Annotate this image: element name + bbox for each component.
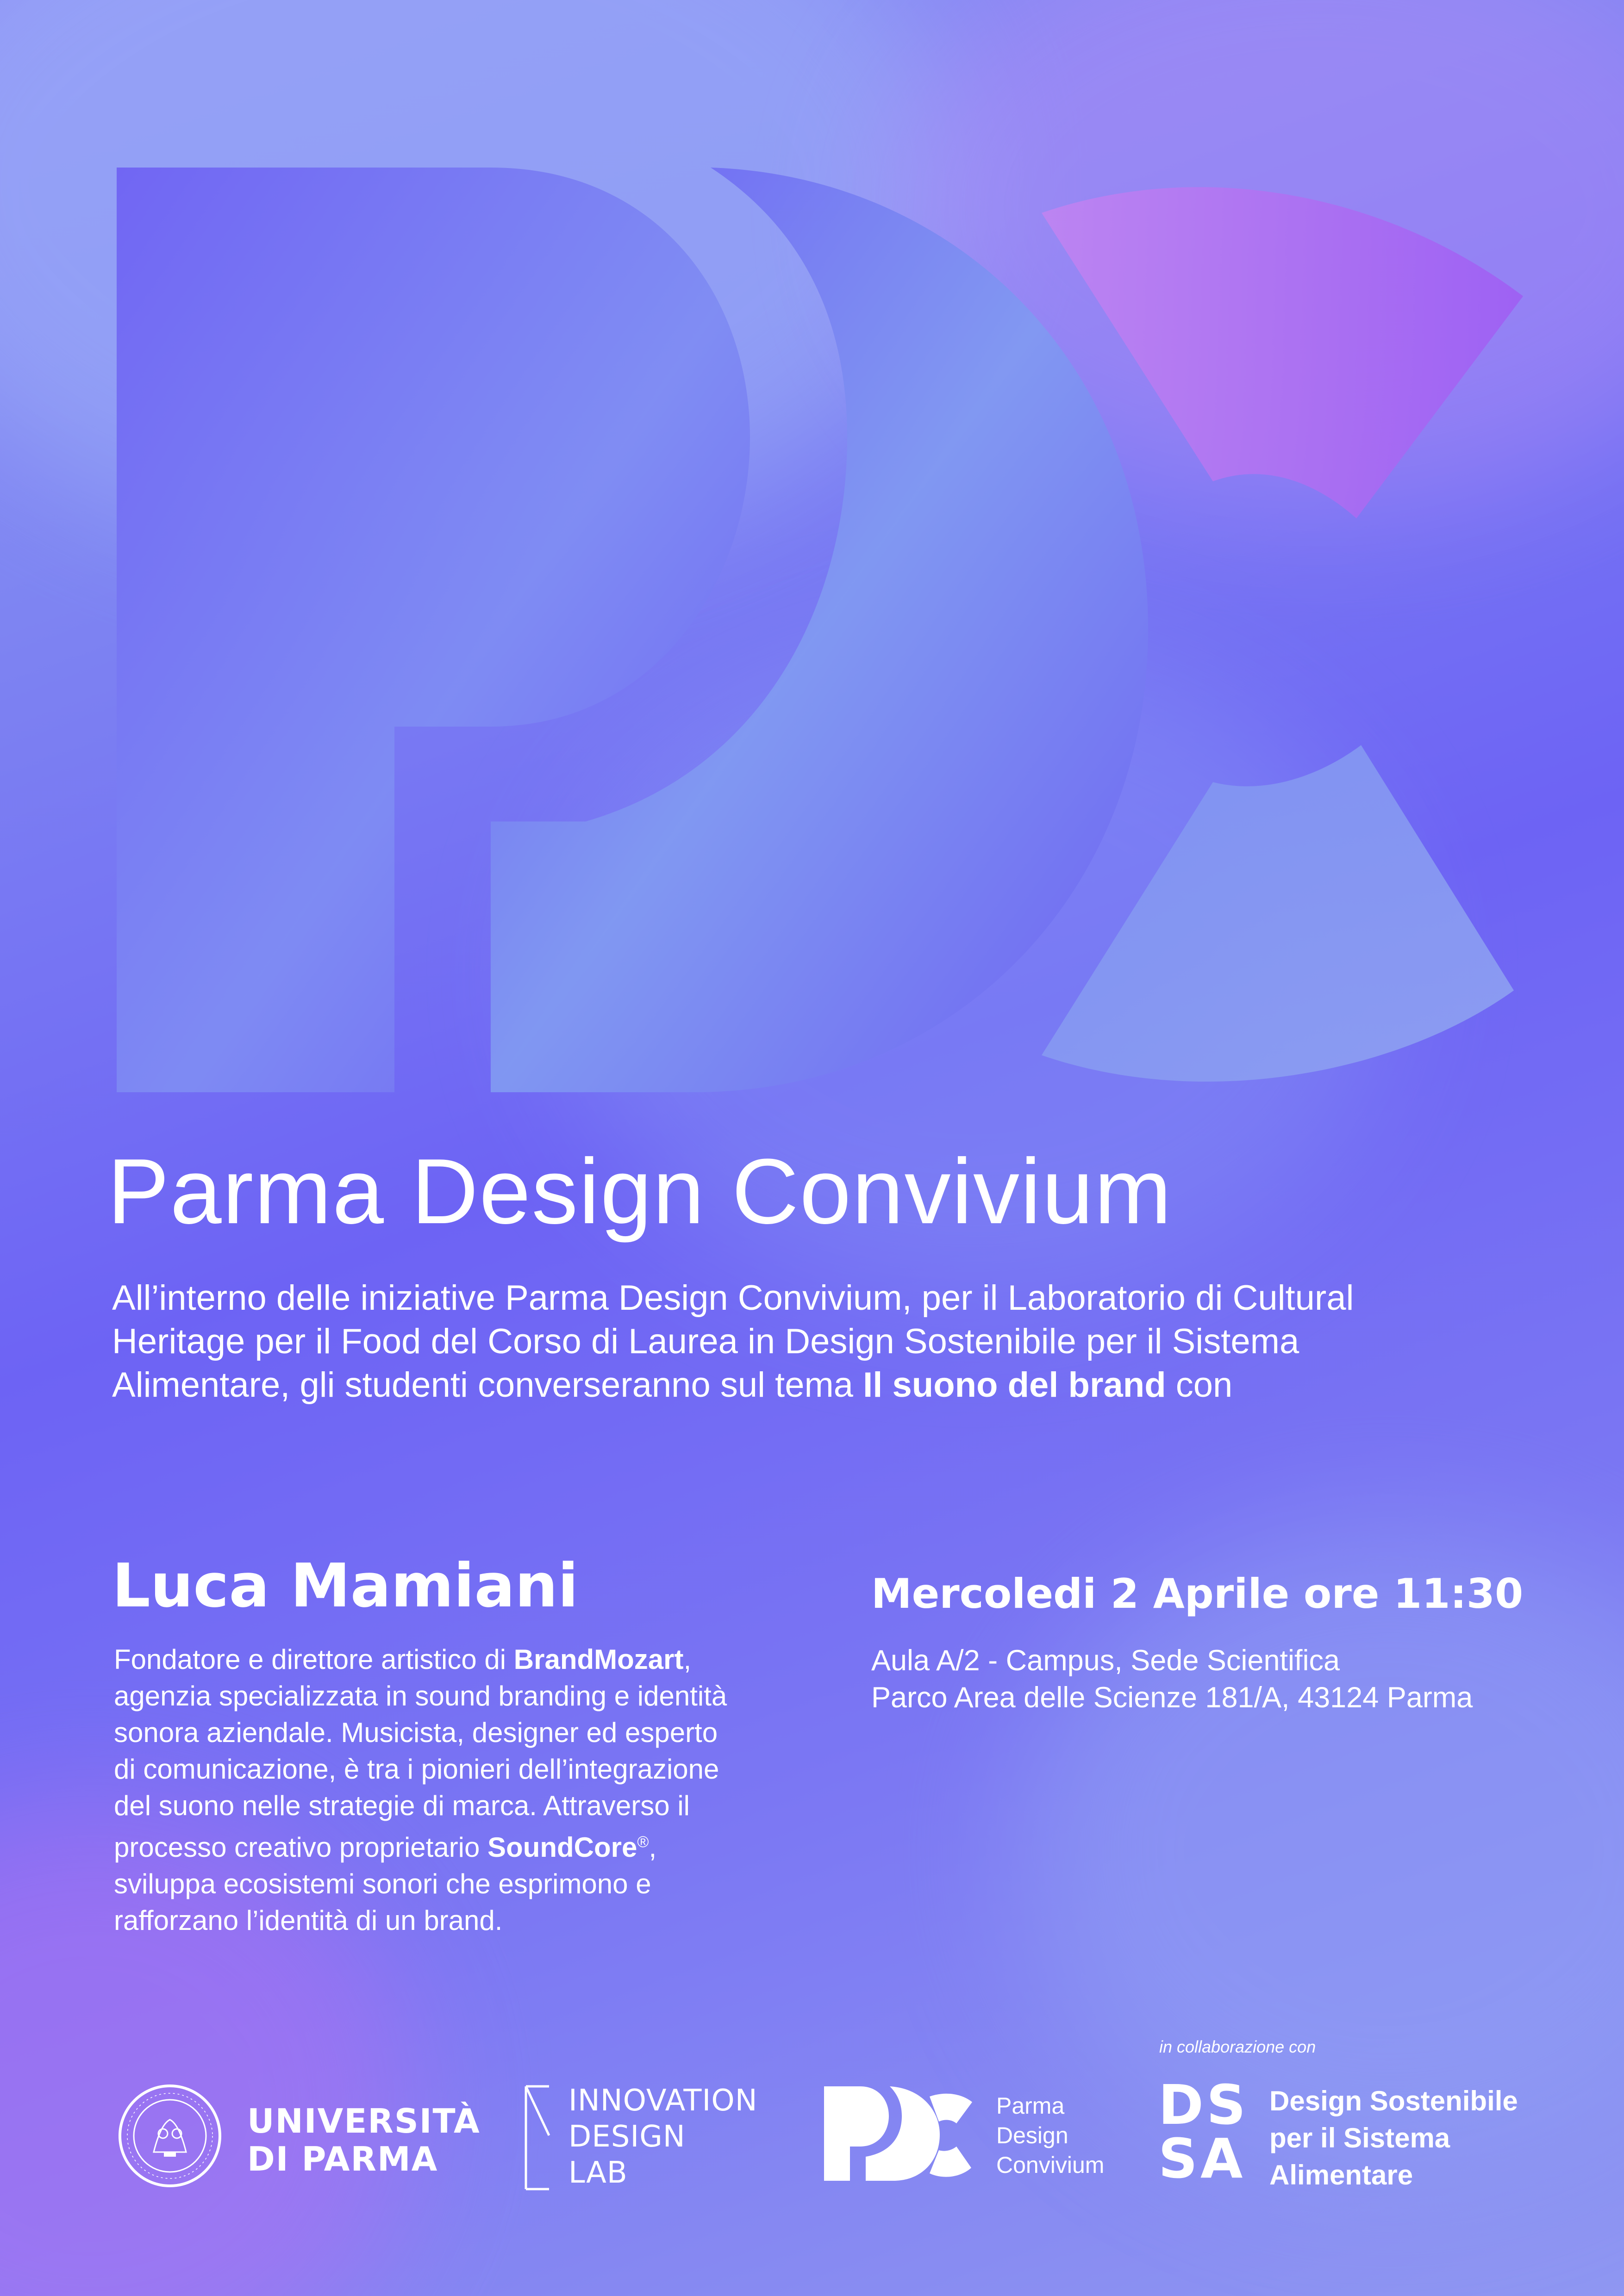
pdc-name-line: Convivium (996, 2150, 1104, 2180)
idl-name-line: DESIGN (568, 2119, 758, 2155)
intro-topic: Il suono del brand (863, 1365, 1166, 1405)
intro-text-end: con (1166, 1365, 1233, 1405)
dssa-mark-line: SA (1158, 2132, 1249, 2185)
bio-process: SoundCore (487, 1832, 637, 1863)
venue-line: Aula A/2 - Campus, Sede Scientifica (871, 1642, 1473, 1679)
dssa-name-line: Alimentare (1269, 2157, 1518, 2194)
pdc-name-line: Design (996, 2121, 1104, 2150)
idl-name-line: LAB (568, 2155, 758, 2191)
venue-line: Parco Area delle Scienze 181/A, 43124 Parma (871, 1679, 1473, 1716)
bio-company: BrandMozart (514, 1644, 684, 1675)
event-date: Mercoledi 2 Aprile ore 11:30 (871, 1570, 1523, 1618)
speaker-name: Luca Mamiani (112, 1550, 578, 1621)
page-title: Parma Design Convivium (107, 1139, 1172, 1245)
bio-text: , agenzia specializzata in sound branding e identità sonora aziendale. Musicista, designer ed esperto di comunicazione, è tra i pionieri dell’integrazione del suono nelle strategie di marca. Attraverso il processo creativo proprietario (114, 1644, 727, 1863)
university-name-line: DI PARMA (247, 2140, 481, 2178)
university-name-line: UNIVERSITÀ (247, 2102, 481, 2140)
intro-text: All’interno delle iniziative Parma Design Convivium, per il Laboratorio di Cultural Heritage per il Food del Corso di Laurea in Design Sostenibile per il Sistema Alimentare, gli studenti converseranno sul tema (112, 1278, 1354, 1405)
collaboration-label: in collaborazione con (1159, 2037, 1316, 2057)
dssa-name-line: Design Sostenibile (1269, 2083, 1518, 2120)
dssa-mark-line: DS (1158, 2078, 1249, 2132)
bio-text: , sviluppa ecosistemi sonori che esprimono e rafforzano l’identità di un brand. (114, 1832, 656, 1936)
bio-text: Fondatore e direttore artistico di (114, 1644, 514, 1675)
registered-mark: ® (637, 1833, 649, 1851)
dssa-name-line: per il Sistema (1269, 2120, 1518, 2157)
pdc-name-line: Parma (996, 2091, 1104, 2121)
idl-name-line: INNOVATION (568, 2083, 758, 2119)
